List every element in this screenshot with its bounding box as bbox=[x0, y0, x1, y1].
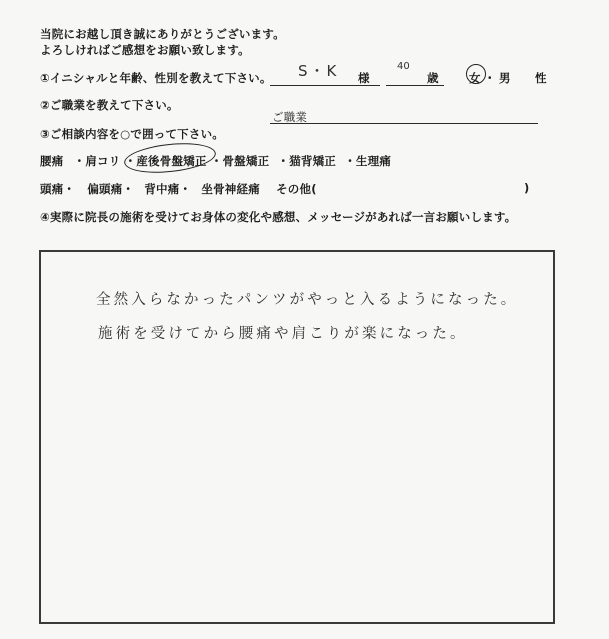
intro-line-1: 当院にお越し頂き誠にありがとうございます。 bbox=[40, 27, 285, 41]
option-headache[interactable]: 頭痛・ bbox=[40, 182, 76, 196]
gender-suffix: 性 bbox=[535, 71, 547, 85]
occupation-field[interactable] bbox=[270, 123, 538, 124]
option-postpartum-pelvis[interactable]: 産後骨盤矯正 bbox=[136, 154, 207, 168]
question-3-label: ③ご相談内容を○で囲って下さい。 bbox=[40, 127, 224, 141]
option-other-close-paren: ) bbox=[524, 181, 530, 195]
option-other[interactable]: その他( bbox=[276, 182, 317, 196]
initials-underline bbox=[270, 85, 380, 86]
option-back-ache[interactable]: 背中痛・ bbox=[144, 182, 192, 196]
initials-value: S・K bbox=[298, 62, 339, 80]
question-4-label: ④実際に院長の施術を受けてお身体の変化や感想、メッセージがあれば一言お願いします。 bbox=[40, 210, 517, 224]
option-pelvis-correction[interactable]: ・骨盤矯正 bbox=[210, 154, 270, 168]
honorific-label: 様 bbox=[358, 71, 370, 85]
option-sciatica[interactable]: 坐骨神経痛 bbox=[201, 182, 260, 196]
question-2-label: ②ご職業を教えて下さい。 bbox=[40, 98, 179, 112]
intro-line-2: よろしければご感想をお願い致します。 bbox=[40, 43, 250, 57]
age-value: 40 bbox=[397, 61, 410, 72]
message-line-2: 施術を受けてから腰痛や肩こりが楽になった。 bbox=[98, 326, 468, 342]
option-posture-correction[interactable]: ・猫背矯正 bbox=[277, 154, 336, 168]
option-separator: ・ bbox=[124, 154, 137, 168]
gender-male-option[interactable]: 男 bbox=[499, 71, 511, 85]
postpartum-selection-circle bbox=[123, 139, 217, 176]
age-underline bbox=[386, 85, 444, 86]
consult-options-row-2 bbox=[40, 181, 317, 197]
age-unit-label: 歳 bbox=[427, 71, 439, 85]
gender-separator: ・ bbox=[484, 71, 496, 85]
message-line-1: 全然入らなかったパンツがやっと入るようになった。 bbox=[96, 292, 519, 308]
occupation-label: ご職業 bbox=[272, 110, 308, 124]
option-stiff-shoulder[interactable]: ・肩コリ bbox=[73, 154, 121, 168]
option-menstrual-pain[interactable]: ・生理痛 bbox=[344, 154, 392, 168]
option-migraine[interactable]: 偏頭痛・ bbox=[87, 182, 135, 196]
gender-female-option[interactable]: 女 bbox=[469, 71, 481, 85]
option-back-pain[interactable]: 腰痛 bbox=[40, 154, 64, 168]
question-1-label: ①イニシャルと年齢、性別を教えて下さい。 bbox=[40, 71, 272, 85]
